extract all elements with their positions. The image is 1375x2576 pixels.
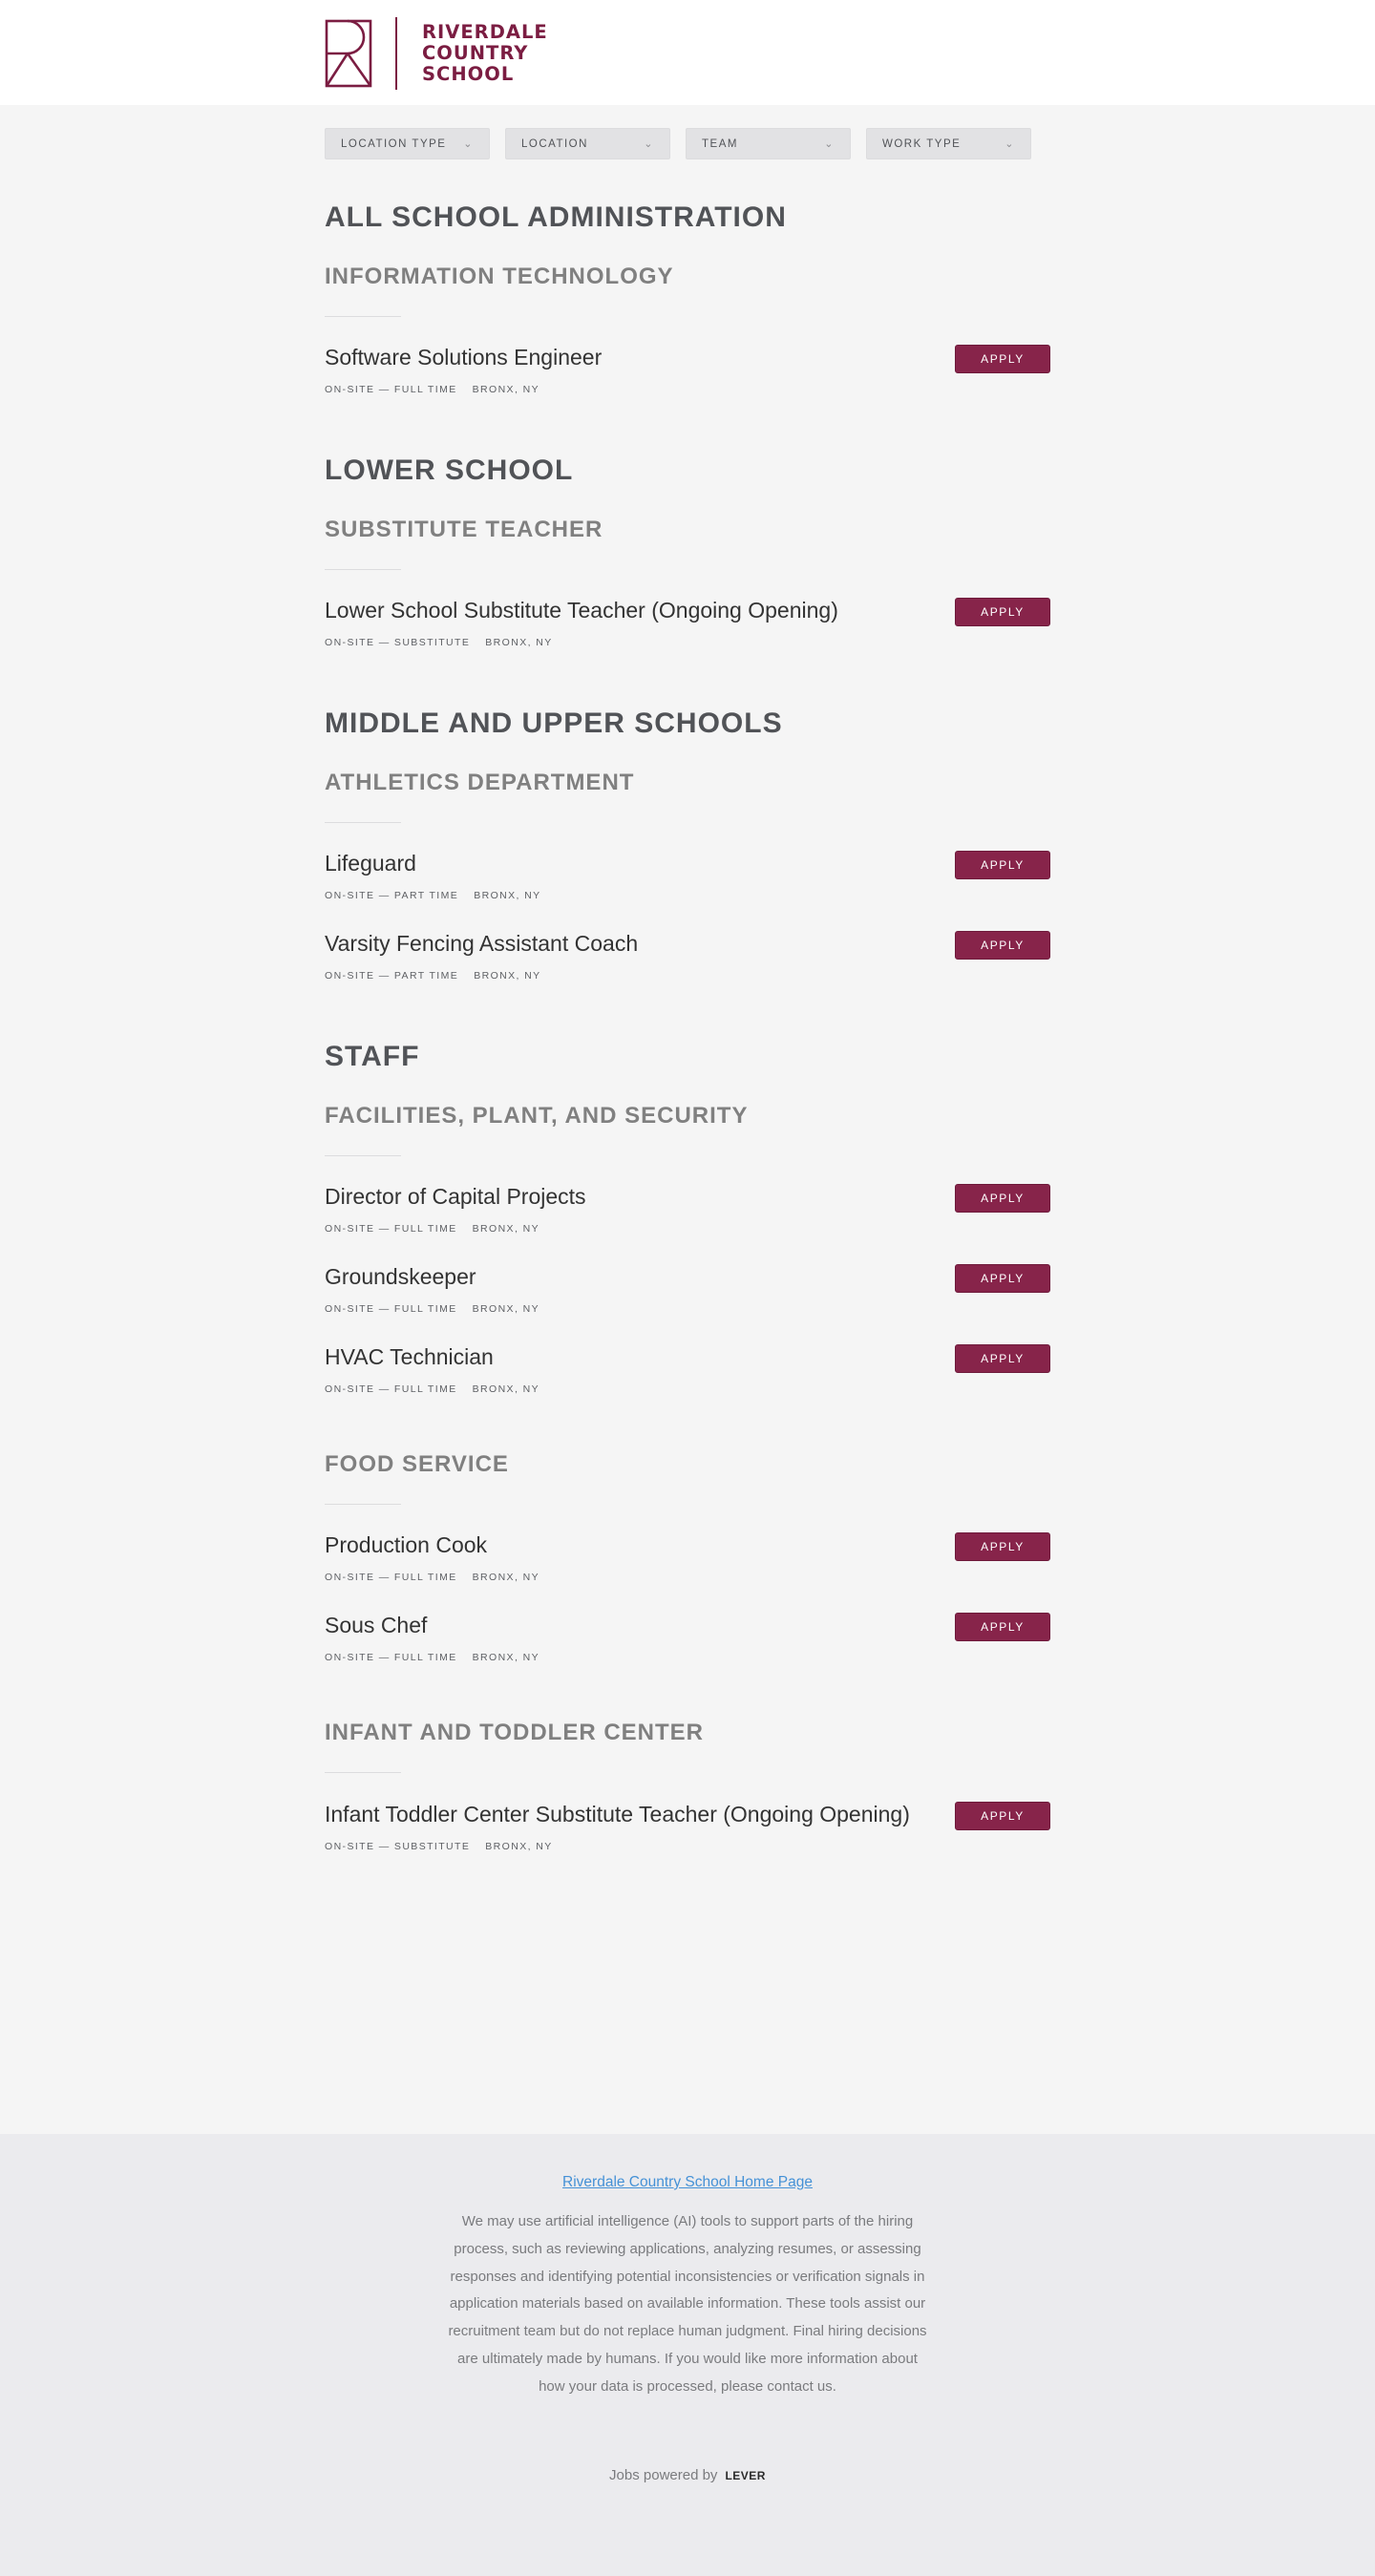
posting-title-link[interactable]: Lifeguard: [325, 851, 416, 876]
posting-location: BRONX, NY: [472, 1572, 539, 1583]
posting-meta: [325, 1223, 539, 1235]
ai-notice: We may use artificial intelligence (AI) tools to support parts of the hiring process, such as reviewing applications, analyzing resumes, or assessing responses and identifying potential inconsistencies or verification signals in application materials based on available information. These tools assist our recruitment team but do not replace human judgment. Final hiring decisions are ultimately made by humans. If you would like more information about how your data is processed, please contact us.: [448, 2213, 927, 2395]
chevron-down-icon: ⌄: [644, 138, 654, 150]
school-home-link[interactable]: Riverdale Country School Home Page: [562, 2174, 813, 2190]
posting: [325, 1532, 1050, 1590]
powered-by: [0, 2467, 1375, 2483]
team-divider: [325, 822, 401, 823]
school-wordmark: [422, 22, 548, 85]
wordmark-line: COUNTRY: [422, 42, 529, 64]
posting: [325, 851, 1050, 908]
apply-button[interactable]: APPLY: [955, 1802, 1050, 1830]
filter-label: TEAM: [702, 137, 738, 150]
posting-commitment: ON-SITE — FULL TIME: [325, 384, 457, 395]
posting-location: BRONX, NY: [472, 1652, 539, 1663]
posting: [325, 1802, 1050, 1859]
posting-commitment: ON-SITE — FULL TIME: [325, 1383, 457, 1395]
wordmark-line: SCHOOL: [422, 63, 515, 85]
apply-button[interactable]: APPLY: [955, 1184, 1050, 1213]
posting-title-link[interactable]: Software Solutions Engineer: [325, 345, 603, 370]
apply-button[interactable]: APPLY: [955, 598, 1050, 626]
posting: [325, 345, 1050, 402]
team-title: FACILITIES, PLANT, AND SECURITY: [325, 1103, 749, 1129]
site-header: [0, 0, 1375, 105]
site-footer: [0, 2134, 1375, 2576]
posting-location: BRONX, NY: [472, 384, 539, 395]
posting-location: BRONX, NY: [485, 637, 553, 648]
rcs-monogram-icon: [325, 19, 372, 88]
posting: [325, 1613, 1050, 1670]
posting-meta: [325, 1652, 539, 1663]
team-divider: [325, 569, 401, 570]
lever-logo[interactable]: LEVER: [725, 2469, 766, 2482]
posting-title-link[interactable]: Production Cook: [325, 1532, 488, 1557]
posting-meta: [325, 384, 539, 395]
posting: [325, 1344, 1050, 1402]
team-divider: [325, 316, 401, 317]
posting-title-link[interactable]: Sous Chef: [325, 1613, 428, 1637]
apply-button[interactable]: APPLY: [955, 345, 1050, 373]
posting-location: BRONX, NY: [472, 1303, 539, 1315]
department-title: STAFF: [325, 1041, 420, 1072]
posting-commitment: ON-SITE — PART TIME: [325, 970, 459, 982]
posting: [325, 1184, 1050, 1241]
filter-location[interactable]: [505, 128, 670, 159]
apply-button[interactable]: APPLY: [955, 1344, 1050, 1373]
posting: [325, 1264, 1050, 1321]
filter-label: LOCATION: [521, 137, 588, 150]
posting-title-link[interactable]: Director of Capital Projects: [325, 1184, 586, 1209]
team-title: INFORMATION TECHNOLOGY: [325, 264, 674, 289]
apply-button[interactable]: APPLY: [955, 931, 1050, 960]
posting-commitment: ON-SITE — FULL TIME: [325, 1652, 457, 1663]
posting-commitment: ON-SITE — PART TIME: [325, 890, 459, 901]
powered-by-label: Jobs powered by: [609, 2467, 718, 2483]
posting-title-link[interactable]: Varsity Fencing Assistant Coach: [325, 931, 639, 956]
apply-button[interactable]: APPLY: [955, 1532, 1050, 1561]
posting-title-link[interactable]: Lower School Substitute Teacher (Ongoing Opening): [325, 598, 838, 623]
logo-divider: [395, 17, 397, 90]
team-divider: [325, 1155, 401, 1156]
filter-team[interactable]: [686, 128, 851, 159]
posting-meta: [325, 1383, 539, 1395]
posting-meta: [325, 890, 541, 901]
apply-button[interactable]: APPLY: [955, 1613, 1050, 1641]
team-title: ATHLETICS DEPARTMENT: [325, 770, 635, 795]
posting-location: BRONX, NY: [472, 1223, 539, 1235]
team-title: FOOD SERVICE: [325, 1451, 509, 1477]
posting-meta: [325, 1841, 553, 1852]
filter-location-type[interactable]: [325, 128, 490, 159]
posting-title-link[interactable]: HVAC Technician: [325, 1344, 494, 1369]
posting-title-link[interactable]: Infant Toddler Center Substitute Teacher (Ongoing Opening): [325, 1802, 910, 1826]
posting-commitment: ON-SITE — FULL TIME: [325, 1223, 457, 1235]
filter-label: LOCATION TYPE: [341, 137, 447, 150]
filter-work-type[interactable]: [866, 128, 1031, 159]
wordmark-line: RIVERDALE: [422, 21, 548, 43]
posting-commitment: ON-SITE — FULL TIME: [325, 1303, 457, 1315]
team-title: INFANT AND TODDLER CENTER: [325, 1720, 704, 1745]
posting-commitment: ON-SITE — SUBSTITUTE: [325, 1841, 471, 1852]
team-divider: [325, 1504, 401, 1505]
chevron-down-icon: ⌄: [463, 138, 474, 150]
chevron-down-icon: ⌄: [1005, 138, 1015, 150]
posting-meta: [325, 1572, 539, 1583]
footer-link-wrap: [0, 2174, 1375, 2191]
chevron-down-icon: ⌄: [824, 138, 835, 150]
team-title: SUBSTITUTE TEACHER: [325, 517, 603, 542]
school-logo[interactable]: [325, 17, 548, 90]
department-title: MIDDLE AND UPPER SCHOOLS: [325, 707, 783, 739]
apply-button[interactable]: APPLY: [955, 1264, 1050, 1293]
posting-location: BRONX, NY: [472, 1383, 539, 1395]
posting-location: BRONX, NY: [485, 1841, 553, 1852]
posting-meta: [325, 970, 541, 982]
filter-label: WORK TYPE: [882, 137, 962, 150]
posting-meta: [325, 1303, 539, 1315]
apply-button[interactable]: APPLY: [955, 851, 1050, 879]
posting-meta: [325, 637, 553, 648]
posting-commitment: ON-SITE — FULL TIME: [325, 1572, 457, 1583]
posting-location: BRONX, NY: [474, 970, 541, 982]
posting-title-link[interactable]: Groundskeeper: [325, 1264, 476, 1289]
posting: [325, 598, 1050, 655]
team-divider: [325, 1772, 401, 1773]
posting: [325, 931, 1050, 988]
posting-location: BRONX, NY: [474, 890, 541, 901]
department-title: LOWER SCHOOL: [325, 454, 574, 486]
filter-bar: [325, 128, 1031, 159]
posting-commitment: ON-SITE — SUBSTITUTE: [325, 637, 471, 648]
department-title: ALL SCHOOL ADMINISTRATION: [325, 201, 787, 233]
